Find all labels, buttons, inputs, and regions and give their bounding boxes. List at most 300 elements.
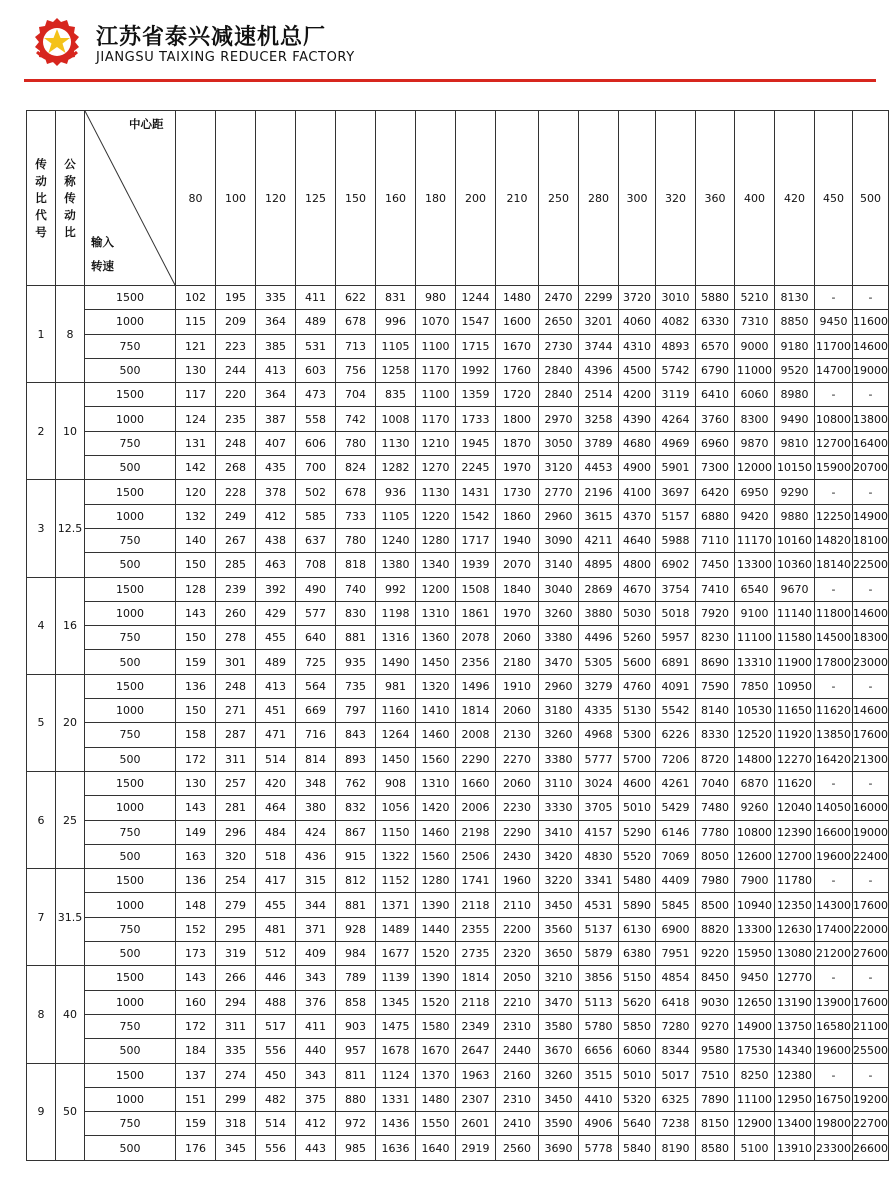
value-cell: 13750 — [775, 1014, 815, 1038]
value-cell: 23300 — [815, 1136, 853, 1160]
nominal-ratio-cell: 10 — [56, 383, 85, 480]
value-cell: 2506 — [456, 844, 496, 868]
value-cell: 1244 — [456, 286, 496, 310]
value-cell: 6060 — [619, 1039, 656, 1063]
value-cell: 3050 — [539, 431, 579, 455]
input-speed-cell: 500 — [85, 553, 176, 577]
center-distance-header: 150 — [336, 111, 376, 286]
value-cell: 935 — [336, 650, 376, 674]
value-cell: 5030 — [619, 601, 656, 625]
value-cell: 14340 — [775, 1039, 815, 1063]
value-cell: 518 — [256, 844, 296, 868]
value-cell: 4200 — [619, 383, 656, 407]
center-distance-header: 210 — [496, 111, 539, 286]
input-speed-cell: 1500 — [85, 286, 176, 310]
value-cell: 1359 — [456, 383, 496, 407]
value-cell: 1170 — [416, 407, 456, 431]
value-cell: 11140 — [775, 601, 815, 625]
value-cell: 1960 — [496, 869, 539, 893]
value-cell: 209 — [216, 310, 256, 334]
value-cell: 4500 — [619, 358, 656, 382]
input-speed-cell: 1000 — [85, 310, 176, 334]
value-cell: 1150 — [376, 820, 416, 844]
table-row — [27, 966, 889, 990]
value-cell: 678 — [336, 310, 376, 334]
value-cell: 378 — [256, 480, 296, 504]
value-cell: - — [853, 771, 889, 795]
value-cell: 6790 — [696, 358, 735, 382]
table-row — [27, 1063, 889, 1087]
value-cell: 4895 — [579, 553, 619, 577]
input-speed-cell: 1000 — [85, 699, 176, 723]
value-cell: 2290 — [496, 820, 539, 844]
table-row — [27, 990, 889, 1014]
ratio-code-cell: 7 — [27, 869, 56, 966]
value-cell: 3420 — [539, 844, 579, 868]
value-cell: 5100 — [735, 1136, 775, 1160]
center-distance-header: 300 — [619, 111, 656, 286]
value-cell: 16600 — [815, 820, 853, 844]
value-cell: 173 — [176, 942, 216, 966]
value-cell: 455 — [256, 893, 296, 917]
value-cell: 5113 — [579, 990, 619, 1014]
value-cell: 1480 — [496, 286, 539, 310]
input-speed-cell: 750 — [85, 723, 176, 747]
value-cell: 2180 — [496, 650, 539, 674]
value-cell: 21300 — [853, 747, 889, 771]
value-cell: 1360 — [416, 626, 456, 650]
value-cell: 881 — [336, 626, 376, 650]
table-row — [27, 626, 889, 650]
center-distance-header: 80 — [176, 111, 216, 286]
value-cell: 5700 — [619, 747, 656, 771]
value-cell: 11650 — [775, 699, 815, 723]
value-cell: 1320 — [416, 674, 456, 698]
value-cell: 780 — [336, 431, 376, 455]
center-distance-header: 120 — [256, 111, 296, 286]
value-cell: 4854 — [656, 966, 696, 990]
value-cell: 6540 — [735, 577, 775, 601]
value-cell: 700 — [296, 456, 336, 480]
value-cell: 8130 — [775, 286, 815, 310]
value-cell: 2356 — [456, 650, 496, 674]
value-cell: 5640 — [619, 1112, 656, 1136]
value-cell: 1992 — [456, 358, 496, 382]
value-cell: 8190 — [656, 1136, 696, 1160]
value-cell: - — [815, 383, 853, 407]
value-cell: 981 — [376, 674, 416, 698]
value-cell: 5845 — [656, 893, 696, 917]
value-cell: 184 — [176, 1039, 216, 1063]
center-distance-header: 420 — [775, 111, 815, 286]
value-cell: 3515 — [579, 1063, 619, 1087]
value-cell: 7920 — [696, 601, 735, 625]
value-cell: 5880 — [696, 286, 735, 310]
value-cell: 19000 — [853, 358, 889, 382]
ratio-code-cell: 8 — [27, 966, 56, 1063]
value-cell: 762 — [336, 771, 376, 795]
value-cell: 10800 — [735, 820, 775, 844]
value-cell: 149 — [176, 820, 216, 844]
value-cell: 5957 — [656, 626, 696, 650]
value-cell: 12390 — [775, 820, 815, 844]
input-speed-cell: 500 — [85, 1039, 176, 1063]
value-cell: 1345 — [376, 990, 416, 1014]
value-cell: 176 — [176, 1136, 216, 1160]
value-cell: 172 — [176, 747, 216, 771]
value-cell: 9100 — [735, 601, 775, 625]
value-cell: 1139 — [376, 966, 416, 990]
value-cell: 756 — [336, 358, 376, 382]
value-cell: 1715 — [456, 334, 496, 358]
value-cell: 3744 — [579, 334, 619, 358]
value-cell: 464 — [256, 796, 296, 820]
value-cell: 2070 — [496, 553, 539, 577]
value-cell: 159 — [176, 1112, 216, 1136]
value-cell: 2060 — [496, 771, 539, 795]
value-cell: 11700 — [815, 334, 853, 358]
value-cell: 482 — [256, 1087, 296, 1111]
value-cell: 335 — [216, 1039, 256, 1063]
reducer-spec-table — [26, 110, 889, 1161]
value-cell: 3590 — [539, 1112, 579, 1136]
value-cell: 19600 — [815, 1039, 853, 1063]
value-cell: 7410 — [696, 577, 735, 601]
table-row — [27, 820, 889, 844]
value-cell: 411 — [296, 1014, 336, 1038]
value-cell: 387 — [256, 407, 296, 431]
value-cell: 14900 — [735, 1014, 775, 1038]
value-cell: 7280 — [656, 1014, 696, 1038]
value-cell: 6950 — [735, 480, 775, 504]
value-cell: 420 — [256, 771, 296, 795]
input-speed-cell: 1500 — [85, 1063, 176, 1087]
table-row — [27, 504, 889, 528]
value-cell: 517 — [256, 1014, 296, 1038]
value-cell: 1331 — [376, 1087, 416, 1111]
input-speed-cell: 500 — [85, 1136, 176, 1160]
value-cell: 136 — [176, 674, 216, 698]
value-cell: 1520 — [416, 942, 456, 966]
value-cell: 2320 — [496, 942, 539, 966]
value-cell: 1450 — [416, 650, 456, 674]
value-cell: 143 — [176, 966, 216, 990]
nominal-ratio-cell: 40 — [56, 966, 85, 1063]
value-cell: 5150 — [619, 966, 656, 990]
value-cell: 12600 — [735, 844, 775, 868]
value-cell: 285 — [216, 553, 256, 577]
value-cell: 17600 — [853, 723, 889, 747]
value-cell: 5901 — [656, 456, 696, 480]
value-cell: 867 — [336, 820, 376, 844]
ratio-code-cell: 2 — [27, 383, 56, 480]
value-cell: 5988 — [656, 528, 696, 552]
value-cell: 8344 — [656, 1039, 696, 1063]
value-cell: 12000 — [735, 456, 775, 480]
value-cell: 5840 — [619, 1136, 656, 1160]
value-cell: - — [853, 1063, 889, 1087]
table-row — [27, 480, 889, 504]
value-cell: 7300 — [696, 456, 735, 480]
value-cell: 3201 — [579, 310, 619, 334]
value-cell: 15950 — [735, 942, 775, 966]
value-cell: 287 — [216, 723, 256, 747]
value-cell: 5600 — [619, 650, 656, 674]
value-cell: 281 — [216, 796, 256, 820]
input-speed-cell: 750 — [85, 528, 176, 552]
value-cell: 1730 — [496, 480, 539, 504]
value-cell: 4335 — [579, 699, 619, 723]
value-cell: 128 — [176, 577, 216, 601]
value-cell: 2410 — [496, 1112, 539, 1136]
value-cell: 10360 — [775, 553, 815, 577]
table-row — [27, 286, 889, 310]
value-cell: 5010 — [619, 796, 656, 820]
value-cell: 7590 — [696, 674, 735, 698]
value-cell: 1660 — [456, 771, 496, 795]
value-cell: 2960 — [539, 504, 579, 528]
value-cell: 2270 — [496, 747, 539, 771]
value-cell: 2970 — [539, 407, 579, 431]
value-cell: 2430 — [496, 844, 539, 868]
value-cell: 2840 — [539, 383, 579, 407]
value-cell: 11920 — [775, 723, 815, 747]
ratio-code-header: 传动比代号 — [27, 111, 56, 286]
value-cell: 4310 — [619, 334, 656, 358]
value-cell: 5018 — [656, 601, 696, 625]
value-cell: 9490 — [775, 407, 815, 431]
table-row — [27, 674, 889, 698]
value-cell: 2470 — [539, 286, 579, 310]
value-cell: 824 — [336, 456, 376, 480]
value-cell: 6325 — [656, 1087, 696, 1111]
table-row — [27, 1112, 889, 1136]
value-cell: 11780 — [775, 869, 815, 893]
value-cell: - — [853, 480, 889, 504]
input-speed-cell: 500 — [85, 844, 176, 868]
value-cell: 11620 — [815, 699, 853, 723]
value-cell: 7110 — [696, 528, 735, 552]
value-cell: 725 — [296, 650, 336, 674]
value-cell: 5157 — [656, 504, 696, 528]
value-cell: 484 — [256, 820, 296, 844]
value-cell: 320 — [216, 844, 256, 868]
value-cell: 274 — [216, 1063, 256, 1087]
value-cell: 12520 — [735, 723, 775, 747]
value-cell: 1840 — [496, 577, 539, 601]
value-cell: 3040 — [539, 577, 579, 601]
table-row — [27, 796, 889, 820]
value-cell: 136 — [176, 869, 216, 893]
input-speed-cell: 1000 — [85, 1087, 176, 1111]
value-cell: 18140 — [815, 553, 853, 577]
value-cell: 3380 — [539, 626, 579, 650]
input-speed-cell: 750 — [85, 334, 176, 358]
value-cell: 160 — [176, 990, 216, 1014]
value-cell: - — [815, 1063, 853, 1087]
value-cell: 9580 — [696, 1039, 735, 1063]
input-speed-cell: 1500 — [85, 383, 176, 407]
value-cell: 7206 — [656, 747, 696, 771]
value-cell: 12700 — [815, 431, 853, 455]
value-cell: 1860 — [496, 504, 539, 528]
value-cell: 20700 — [853, 456, 889, 480]
value-cell: - — [815, 577, 853, 601]
value-cell: 7069 — [656, 844, 696, 868]
value-cell: 556 — [256, 1136, 296, 1160]
value-cell: 5542 — [656, 699, 696, 723]
input-speed-cell: 1000 — [85, 601, 176, 625]
value-cell: 158 — [176, 723, 216, 747]
value-cell: 4496 — [579, 626, 619, 650]
input-speed-cell: 1500 — [85, 577, 176, 601]
value-cell: 514 — [256, 747, 296, 771]
value-cell: 140 — [176, 528, 216, 552]
value-cell: 10950 — [775, 674, 815, 698]
value-cell: 343 — [296, 966, 336, 990]
value-cell: 25500 — [853, 1039, 889, 1063]
value-cell: 1670 — [496, 334, 539, 358]
value-cell: 4091 — [656, 674, 696, 698]
value-cell: 1741 — [456, 869, 496, 893]
value-cell: 3119 — [656, 383, 696, 407]
input-speed-cell: 1000 — [85, 796, 176, 820]
input-speed-cell: 500 — [85, 942, 176, 966]
value-cell: 7980 — [696, 869, 735, 893]
value-cell: 14600 — [853, 699, 889, 723]
value-cell: 13310 — [735, 650, 775, 674]
table-row — [27, 334, 889, 358]
value-cell: 148 — [176, 893, 216, 917]
value-cell: 6902 — [656, 553, 696, 577]
value-cell: 13400 — [775, 1112, 815, 1136]
value-cell: 335 — [256, 286, 296, 310]
value-cell: 8820 — [696, 917, 735, 941]
input-speed-cell: 1500 — [85, 966, 176, 990]
value-cell: 235 — [216, 407, 256, 431]
value-cell: 6420 — [696, 480, 735, 504]
table-row — [27, 1039, 889, 1063]
value-cell: 1410 — [416, 699, 456, 723]
value-cell: 3380 — [539, 747, 579, 771]
value-cell: 11620 — [775, 771, 815, 795]
company-name-en: JIANGSU TAIXING REDUCER FACTORY — [96, 50, 355, 65]
value-cell: 1496 — [456, 674, 496, 698]
value-cell: 928 — [336, 917, 376, 941]
value-cell: 279 — [216, 893, 256, 917]
value-cell: 5780 — [579, 1014, 619, 1038]
value-cell: 4830 — [579, 844, 619, 868]
value-cell: 345 — [216, 1136, 256, 1160]
value-cell: 1910 — [496, 674, 539, 698]
ratio-code-cell: 6 — [27, 771, 56, 868]
value-cell: 412 — [256, 504, 296, 528]
value-cell: 3090 — [539, 528, 579, 552]
input-speed-cell: 1000 — [85, 990, 176, 1014]
table-row — [27, 723, 889, 747]
value-cell: 512 — [256, 942, 296, 966]
value-cell: 3670 — [539, 1039, 579, 1063]
value-cell: 2200 — [496, 917, 539, 941]
value-cell: 267 — [216, 528, 256, 552]
value-cell: 3180 — [539, 699, 579, 723]
value-cell: 8300 — [735, 407, 775, 431]
input-speed-cell: 1000 — [85, 893, 176, 917]
value-cell: 3560 — [539, 917, 579, 941]
value-cell: 5480 — [619, 869, 656, 893]
value-cell: 13850 — [815, 723, 853, 747]
value-cell: 124 — [176, 407, 216, 431]
value-cell: 1760 — [496, 358, 539, 382]
value-cell: 1670 — [416, 1039, 456, 1063]
value-cell: 3260 — [539, 1063, 579, 1087]
value-cell: 7510 — [696, 1063, 735, 1087]
value-cell: 248 — [216, 674, 256, 698]
nominal-ratio-cell: 20 — [56, 674, 85, 771]
value-cell: 1475 — [376, 1014, 416, 1038]
value-cell: 22400 — [853, 844, 889, 868]
value-cell: 8980 — [775, 383, 815, 407]
input-speed-cell: 1000 — [85, 504, 176, 528]
table-row — [27, 869, 889, 893]
value-cell: 4396 — [579, 358, 619, 382]
value-cell: 489 — [296, 310, 336, 334]
value-cell: 2299 — [579, 286, 619, 310]
value-cell: 299 — [216, 1087, 256, 1111]
center-distance-header: 160 — [376, 111, 416, 286]
value-cell: 10940 — [735, 893, 775, 917]
value-cell: - — [853, 869, 889, 893]
value-cell: 3856 — [579, 966, 619, 990]
value-cell: 8150 — [696, 1112, 735, 1136]
value-cell: 7900 — [735, 869, 775, 893]
value-cell: 2647 — [456, 1039, 496, 1063]
input-speed-cell: 1500 — [85, 480, 176, 504]
center-distance-header: 100 — [216, 111, 256, 286]
value-cell: 11580 — [775, 626, 815, 650]
value-cell: 3615 — [579, 504, 619, 528]
nominal-ratio-cell: 25 — [56, 771, 85, 868]
value-cell: 22000 — [853, 917, 889, 941]
value-cell: 3450 — [539, 1087, 579, 1111]
input-speed-cell: 750 — [85, 820, 176, 844]
value-cell: 4410 — [579, 1087, 619, 1111]
value-cell: 8050 — [696, 844, 735, 868]
value-cell: 278 — [216, 626, 256, 650]
value-cell: 2770 — [539, 480, 579, 504]
value-cell: 7450 — [696, 553, 735, 577]
value-cell: 8330 — [696, 723, 735, 747]
value-cell: 19200 — [853, 1087, 889, 1111]
value-cell: 606 — [296, 431, 336, 455]
value-cell: 440 — [296, 1039, 336, 1063]
value-cell: 2210 — [496, 990, 539, 1014]
value-cell: 1124 — [376, 1063, 416, 1087]
center-distance-header: 125 — [296, 111, 336, 286]
value-cell: 3110 — [539, 771, 579, 795]
value-cell: 1282 — [376, 456, 416, 480]
input-speed-cell: 750 — [85, 1014, 176, 1038]
value-cell: 6418 — [656, 990, 696, 1014]
value-cell: 7040 — [696, 771, 735, 795]
value-cell: 13300 — [735, 917, 775, 941]
value-cell: 1105 — [376, 334, 416, 358]
value-cell: 412 — [296, 1112, 336, 1136]
value-cell: 364 — [256, 383, 296, 407]
value-cell: 3697 — [656, 480, 696, 504]
value-cell: 26600 — [853, 1136, 889, 1160]
value-cell: 137 — [176, 1063, 216, 1087]
